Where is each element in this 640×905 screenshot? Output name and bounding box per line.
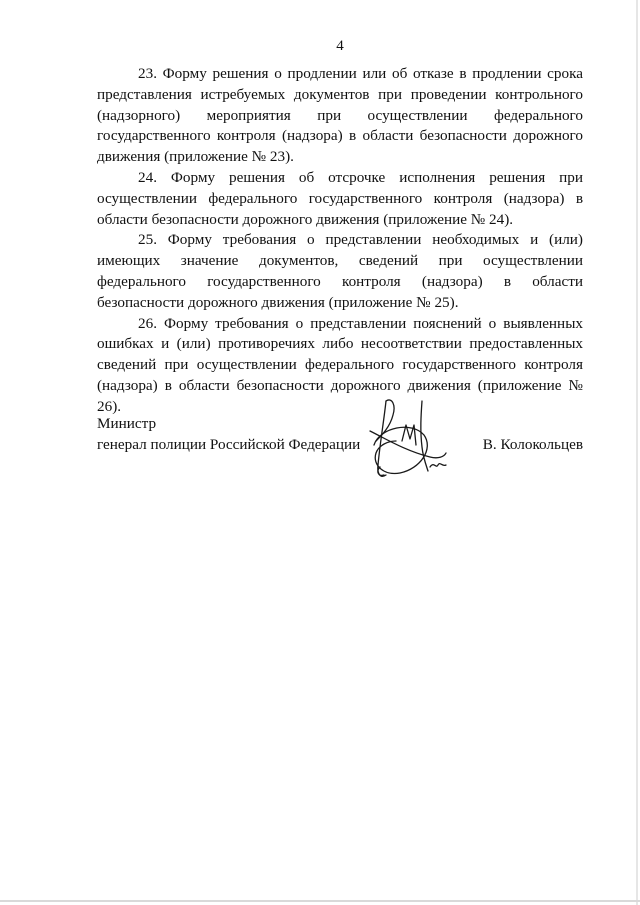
paragraph-24: 24. Форму решения об отсрочке исполнения решения при осуществлении федерального государственного контроля (надзора) в области безопасности дорожного движения (приложение № 24). — [97, 168, 583, 228]
signatory-name: В. Колокольцев — [482, 436, 583, 453]
signature-block — [97, 413, 583, 483]
paragraph-26: 26. Форму требования о представлении пояснений о выявленных ошибках и (или) противоречиях либо несоответствии предоставленных сведений при осуществлении федерального государственного контроля (надзора) в области безопасности дорожного движения (приложение № 26). — [97, 314, 583, 415]
signatory-rank: генерал полиции Российской Федерации — [97, 436, 361, 453]
scan-edge-right — [636, 0, 638, 905]
scan-edge-bottom — [0, 900, 640, 902]
signatory-title: Министр — [97, 415, 157, 432]
document-body — [97, 64, 583, 418]
handwritten-signature — [366, 395, 450, 487]
paragraph-23: 23. Форму решения о продлении или об отказе в продлении срока представления истребуемых документов при проведении контрольного (надзорного) мероприятия при осуществлении федерального государственного контроля (надзора) в области безопасности дорожного движения (приложение № 23). — [97, 65, 583, 166]
paragraph-25: 25. Форму требования о представлении необходимых и (или) имеющих значение документов, сведений при осуществлении федерального государственного контроля (надзора) в области безопасности дорожного движения (приложение № 25). — [97, 231, 583, 311]
page-number: 4 — [336, 38, 344, 54]
